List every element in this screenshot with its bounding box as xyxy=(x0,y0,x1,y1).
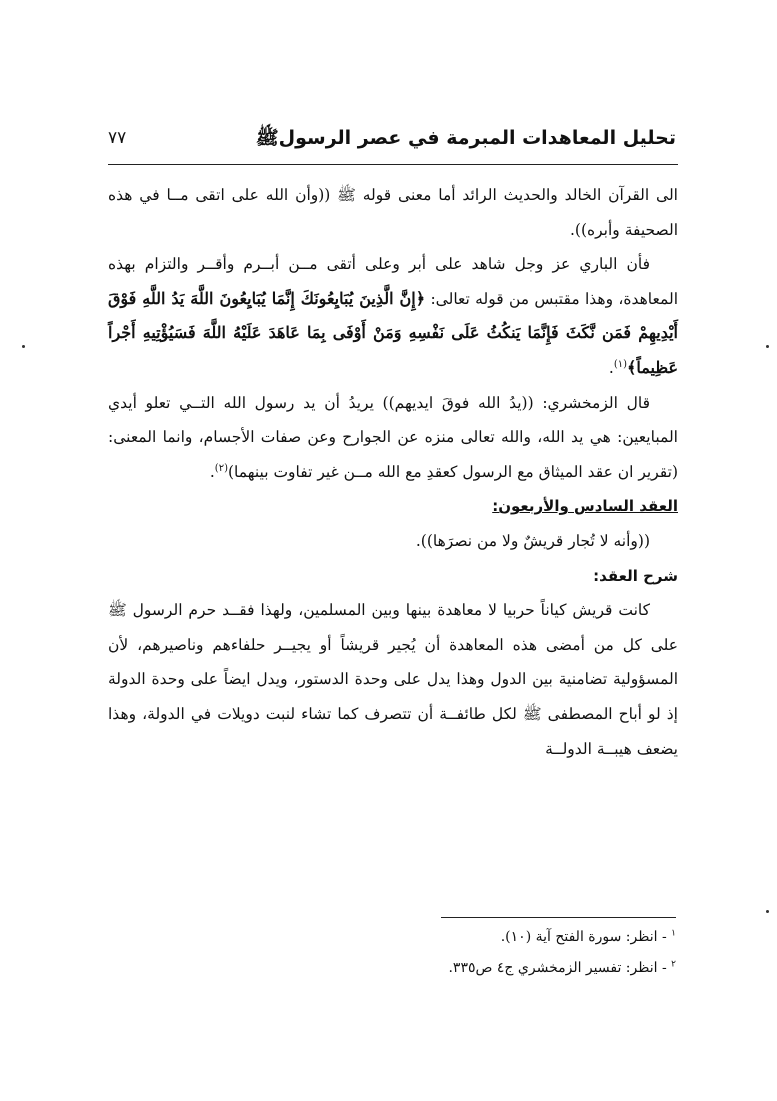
treaty-clause: ((وأنه لا تُجار قريشٌ ولا من نصرَها)). xyxy=(415,531,650,550)
paragraph-3 xyxy=(108,386,678,490)
footnote-2 xyxy=(276,953,676,984)
paragraph-3-end: . xyxy=(209,462,215,481)
explanation-paragraph: كانت قريش كياناً حربيا لا معاهدة بينها وبين المسلمين، ولهذا فقــد حرم الرسول ﷺ على كل من أمضى هذه المعاهدة أن يُجير قريشاً أو يجيــر حلفاءهم وناصيرهم، لأن المسؤولية تضامنية بين الدول وهذا يدل على وحدة الدستور، ويدل ايضاً على وحدة الدولة إذ لو أباح المصطفى ﷺ لكل طائفــة أن تتصرف كما تشاء لنبت دويلات في الدولة، وهذا يضعف هيبــة الدولــة xyxy=(108,601,678,758)
footnote-1-number: ١ xyxy=(671,928,676,939)
scan-speck xyxy=(766,345,769,348)
quran-verse: ﴿إِنَّ الَّذِينَ يُبَايِعُونَكَ إِنَّمَا يُبَايِعُونَ اللَّهَ يَدُ اللَّهِ فَوْقَ أَيْدِيهِمْ فَمَن نَّكَثَ فَإِنَّمَا يَنكُثُ عَلَى نَفْسِهِ وَمَنْ أَوْفَى بِمَا عَاهَدَ عَلَيْهُ اللَّهَ فَسَيُؤْتِيهِ أَجْراً عَظِيماً﴾ xyxy=(108,288,678,377)
footnote-ref-2: (٢) xyxy=(214,462,228,474)
scan-speck xyxy=(766,910,769,913)
scan-speck xyxy=(22,345,25,348)
paragraph-2 xyxy=(108,247,678,385)
footnote-2-text: - انظر: تفسير الزمخشري ج٤ ص٣٣٥. xyxy=(448,960,672,976)
footnote-2-number: ٢ xyxy=(671,959,676,970)
footnote-ref-1: (١) xyxy=(613,358,627,370)
header-divider xyxy=(108,164,678,165)
explanation-heading: شرح العقد: xyxy=(593,566,678,585)
footnotes xyxy=(276,922,676,984)
body-text xyxy=(108,178,678,766)
running-title: تحليل المعاهدات المبرمة في عصر الرسولﷺ xyxy=(255,127,676,149)
paragraph-3-text: قال الزمخشري: ((يدُ الله فوقَ ايديهم)) يريدُ أن يد رسول الله التــي تعلو أيدي المبايعين: هي يد الله، والله تعالى منزه عن الجوارح وعن صفات الأجسام، وانما المعنى: (تقرير ان عقد الميثاق مع الرسول كعقدِ مع الله مــن غير تفاوت بينهما) xyxy=(108,393,678,481)
page-number: ٧٧ xyxy=(108,128,127,148)
paragraph-2-end: . xyxy=(608,358,614,377)
footnote-1 xyxy=(276,922,676,953)
section-heading: العقد السادس والأربعون: xyxy=(492,497,678,516)
page-header xyxy=(108,122,676,158)
footnote-1-text: - انظر: سورة الفتح آية (١٠). xyxy=(500,929,672,945)
paragraph-1: الى القرآن الخالد والحديث الرائد أما معنى قوله ﷺ ((وأن الله على اتقى مــا في هذه الصحيفة وأبره)). xyxy=(108,186,678,239)
footnote-divider xyxy=(441,917,676,918)
paragraph-2-text: فأن الباري عز وجل شاهد على أبر وعلى أتقى مــن أبــرم وأقــر والتزام بهذه المعاهدة، وهذا مقتبس من قوله تعالى: xyxy=(108,255,678,308)
